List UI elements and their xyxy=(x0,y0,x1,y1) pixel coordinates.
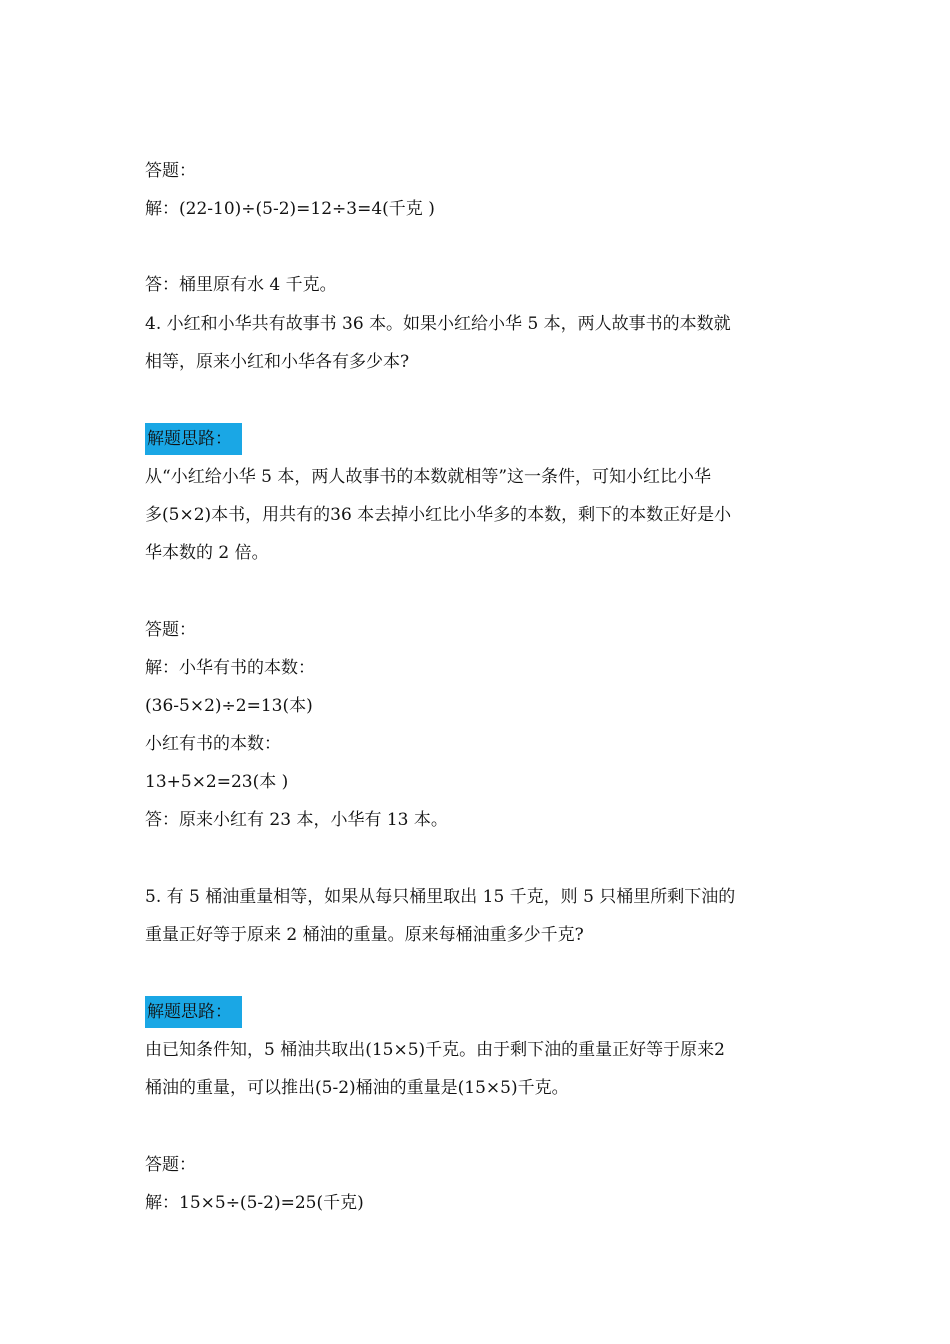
answer-label: 答题： xyxy=(145,161,196,181)
thinking-4-line-1: 从“小红给小华 5 本，两人故事书的本数就相等”这一条件，可知小红比小华 xyxy=(145,467,712,487)
solution-4-line-2: (36-5×2)÷2=13(本) xyxy=(145,696,313,716)
question-5-line-1: 5. 有 5 桶油重量相等，如果从每只桶里取出 15 千克，则 5 只桶里所剩下油的 xyxy=(145,887,736,907)
thinking-label-highlight: 解题思路： xyxy=(145,996,242,1028)
question-5-line-2: 重量正好等于原来 2 桶油的重量。原来每桶油重多少千克? xyxy=(145,925,584,945)
question-4-line-2: 相等，原来小红和小华各有多少本? xyxy=(145,352,410,372)
thinking-label-highlight: 解题思路： xyxy=(145,423,242,455)
final-answer: 答：桶里原有水 4 千克。 xyxy=(145,275,337,295)
solution-4-line-4: 13+5×2=23(本 ) xyxy=(145,772,289,792)
thinking-5-line-1: 由已知条件知，5 桶油共取出(15×5)千克。由于剩下油的重量正好等于原来2 xyxy=(145,1040,725,1060)
thinking-label xyxy=(145,428,242,450)
solution-4-line-1: 解：小华有书的本数： xyxy=(145,658,315,678)
solution-4-line-3: 小红有书的本数： xyxy=(145,734,281,754)
answer-label: 答题： xyxy=(145,620,196,640)
thinking-5-line-2: 桶油的重量，可以推出(5-2)桶油的重量是(15×5)千克。 xyxy=(145,1078,569,1098)
final-answer: 答：原来小红有 23 本，小华有 13 本。 xyxy=(145,810,448,830)
solution-5-line-1: 解：15×5÷(5-2)=25(千克) xyxy=(145,1193,364,1213)
thinking-label xyxy=(145,1001,242,1023)
question-4-line-1: 4. 小红和小华共有故事书 36 本。如果小红给小华 5 本，两人故事书的本数就 xyxy=(145,314,731,334)
answer-label: 答题： xyxy=(145,1155,196,1175)
thinking-4-line-3: 华本数的 2 倍。 xyxy=(145,543,269,563)
thinking-4-line-2: 多(5×2)本书，用共有的36 本去掉小红比小华多的本数，剩下的本数正好是小 xyxy=(145,505,732,525)
solution-line: 解：(22-10)÷(5-2)=12÷3=4(千克 ) xyxy=(145,199,435,219)
